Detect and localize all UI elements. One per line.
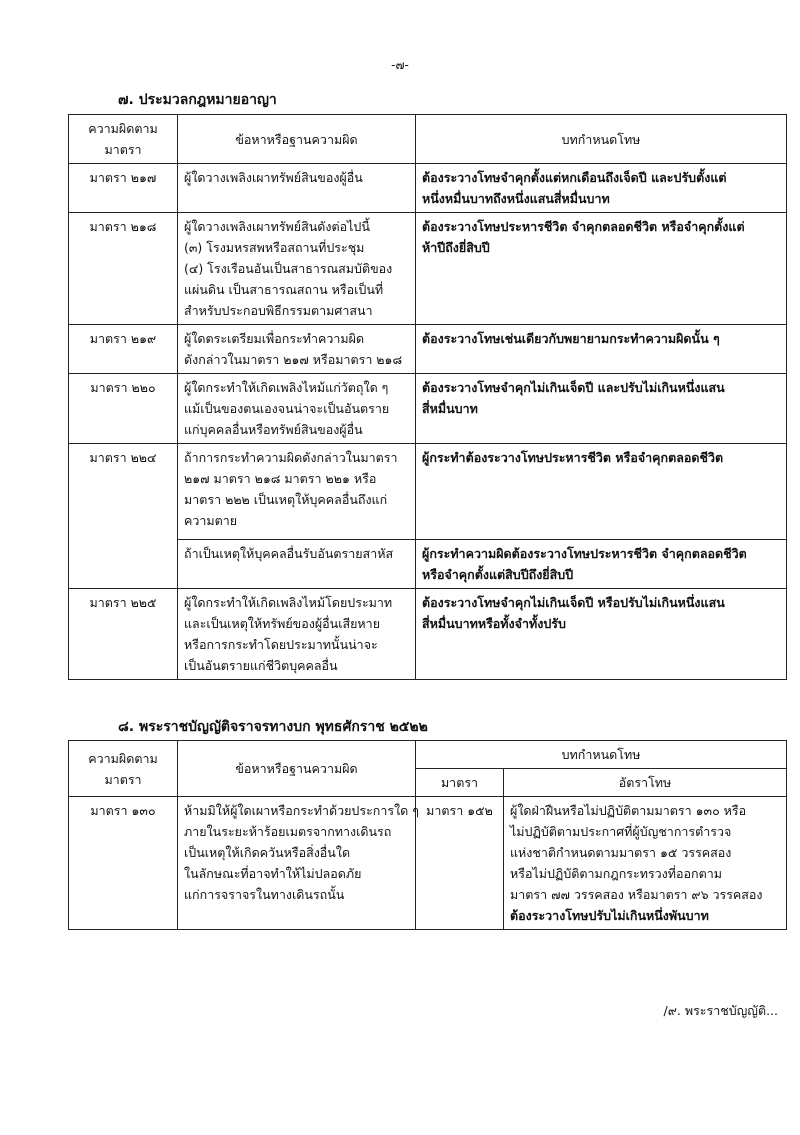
table-header-row xyxy=(69,741,787,769)
section-8-title: ๘. พระราชบัญญัติจราจรทางบก พุทธศักราช ๒๕๒๒ xyxy=(118,719,428,735)
offense-cell: ถ้าการกระทำความผิดดังกล่าวในมาตรา ๒๑๗ มาตรา ๒๑๘ มาตรา ๒๒๑ หรือ มาตรา ๒๒๒ เป็นเหตุให้บุคคลอื่นถึงแก่ ความตาย xyxy=(178,444,416,540)
section-7-title: ๗. ประมวลกฎหมายอาญา xyxy=(118,92,277,108)
penalty-cell: ต้องระวางโทษเช่นเดียวกับพยายามกระทำความผิดนั้น ๆ xyxy=(416,325,787,374)
table-row xyxy=(69,164,787,213)
section-cell: มาตรา ๒๑๗ xyxy=(69,164,178,213)
section-cell xyxy=(69,540,178,589)
offense-cell: ผู้ใดกระทำให้เกิดเพลิงไหม้แก่วัตถุใด ๆ แม้เป็นของตนเองจนน่าจะเป็นอันตราย แก่บุคคลอื่นหรือทรัพย์สินของผู้อื่น xyxy=(178,374,416,444)
offense-cell: ห้ามมิให้ผู้ใดเผาหรือกระทำด้วยประการใด ๆ ภายในระยะห้าร้อยเมตรจากทางเดินรถ เป็นเหตุให้เกิดควันหรือสิ่งอื่นใด ในลักษณะที่อาจทำให้ไม่ปลอดภัย แก่การจราจรในทางเดินรถนั้น xyxy=(178,797,416,930)
penalty-cell: ต้องระวางโทษจำคุกไม่เกินเจ็ดปี หรือปรับไม่เกินหนึ่งแสน สี่หมื่นบาทหรือทั้งจำทั้งปรับ xyxy=(416,589,787,680)
header-section: ความผิดตาม มาตรา xyxy=(69,741,178,797)
section-cell: มาตรา ๒๒๕ xyxy=(69,589,178,680)
offense-cell: ผู้ใดกระทำให้เกิดเพลิงไหม้โดยประมาท และเป็นเหตุให้ทรัพย์ของผู้อื่นเสียหาย หรือการกระทำโดยประมาทนั้นน่าจะ เป็นอันตรายแก่ชีวิตบุคคลอื่น xyxy=(178,589,416,680)
header-offense: ข้อหาหรือฐานความผิด xyxy=(178,115,416,164)
penalty-cell: ผู้กระทำความผิดต้องระวางโทษประหารชีวิต จำคุกตลอดชีวิต หรือจำคุกตั้งแต่สิบปีถึงยี่สิบปี xyxy=(416,540,787,589)
header-offense: ข้อหาหรือฐานความผิด xyxy=(178,741,416,797)
continuation-footer: /๙. พระราชบัญญัติ... xyxy=(663,1003,778,1018)
offense-cell: ผู้ใดวางเพลิงเผาทรัพย์สินดังต่อไปนี้ (๓) โรงมหรสพหรือสถานที่ประชุม (๔) โรงเรือนอันเป็นสาธารณสมบัติของ แผ่นดิน เป็นสาธารณสถาน หรือเป็นที่ สำหรับประกอบพิธีกรรมตามศาสนา xyxy=(178,213,416,325)
table-row xyxy=(69,325,787,374)
table-row xyxy=(69,797,787,930)
penalty-section-cell: มาตรา ๑๕๒ xyxy=(416,797,504,930)
section-cell: มาตรา ๒๑๘ xyxy=(69,213,178,325)
section-cell: มาตรา ๒๑๙ xyxy=(69,325,178,374)
section-cell: มาตรา ๑๓๐ xyxy=(69,797,178,930)
header-penalty: บทกำหนดโทษ xyxy=(416,115,787,164)
section-cell: มาตรา ๒๒๔ xyxy=(69,444,178,540)
table-row xyxy=(69,540,787,589)
header-section: ความผิดตาม มาตรา xyxy=(69,115,178,164)
penalty-cell: ผู้กระทำต้องระวางโทษประหารชีวิต หรือจำคุกตลอดชีวิต xyxy=(416,444,787,540)
offense-cell: ถ้าเป็นเหตุให้บุคคลอื่นรับอันตรายสาหัส xyxy=(178,540,416,589)
page-number: -๗- xyxy=(391,58,409,72)
offense-cell: ผู้ใดวางเพลิงเผาทรัพย์สินของผู้อื่น xyxy=(178,164,416,213)
traffic-act-table xyxy=(68,740,787,930)
table-row xyxy=(69,213,787,325)
table-row xyxy=(69,374,787,444)
subheader-rate: อัตราโทษ xyxy=(504,769,787,797)
penalty-cell: ต้องระวางโทษประหารชีวิต จำคุกตลอดชีวิต หรือจำคุกตั้งแต่ ห้าปีถึงยี่สิบปี xyxy=(416,213,787,325)
penalty-cell: ต้องระวางโทษจำคุกไม่เกินเจ็ดปี และปรับไม่เกินหนึ่งแสน สี่หมื่นบาท xyxy=(416,374,787,444)
header-penalty: บทกำหนดโทษ xyxy=(416,741,787,769)
offense-cell: ผู้ใดตระเตรียมเพื่อกระทำความผิด ดังกล่าวในมาตรา ๒๑๗ หรือมาตรา ๒๑๘ xyxy=(178,325,416,374)
criminal-code-table xyxy=(68,114,787,680)
table-row xyxy=(69,589,787,680)
table-row xyxy=(69,444,787,540)
table-header-row xyxy=(69,115,787,164)
subheader-section: มาตรา xyxy=(416,769,504,797)
penalty-cell: ต้องระวางโทษจำคุกตั้งแต่หกเดือนถึงเจ็ดปี และปรับตั้งแต่ หนึ่งหมื่นบาทถึงหนึ่งแสนสี่หมื่นบาท xyxy=(416,164,787,213)
penalty-rate-cell: ผู้ใดฝ่าฝืนหรือไม่ปฏิบัติตามมาตรา ๑๓๐ หรือ ไม่ปฏิบัติตามประกาศที่ผู้บัญชาการตำรวจ แห่งชาติกำหนดตามมาตรา ๑๕ วรรคสอง หรือไม่ปฏิบัติตามกฎกระทรวงที่ออกตาม มาตรา ๗๗ วรรคสอง หรือมาตรา ๙๖ วรรคสอง ต้องระวางโทษปรับไม่เกินหนึ่งพันบาท xyxy=(504,797,787,930)
section-cell: มาตรา ๒๒๐ xyxy=(69,374,178,444)
